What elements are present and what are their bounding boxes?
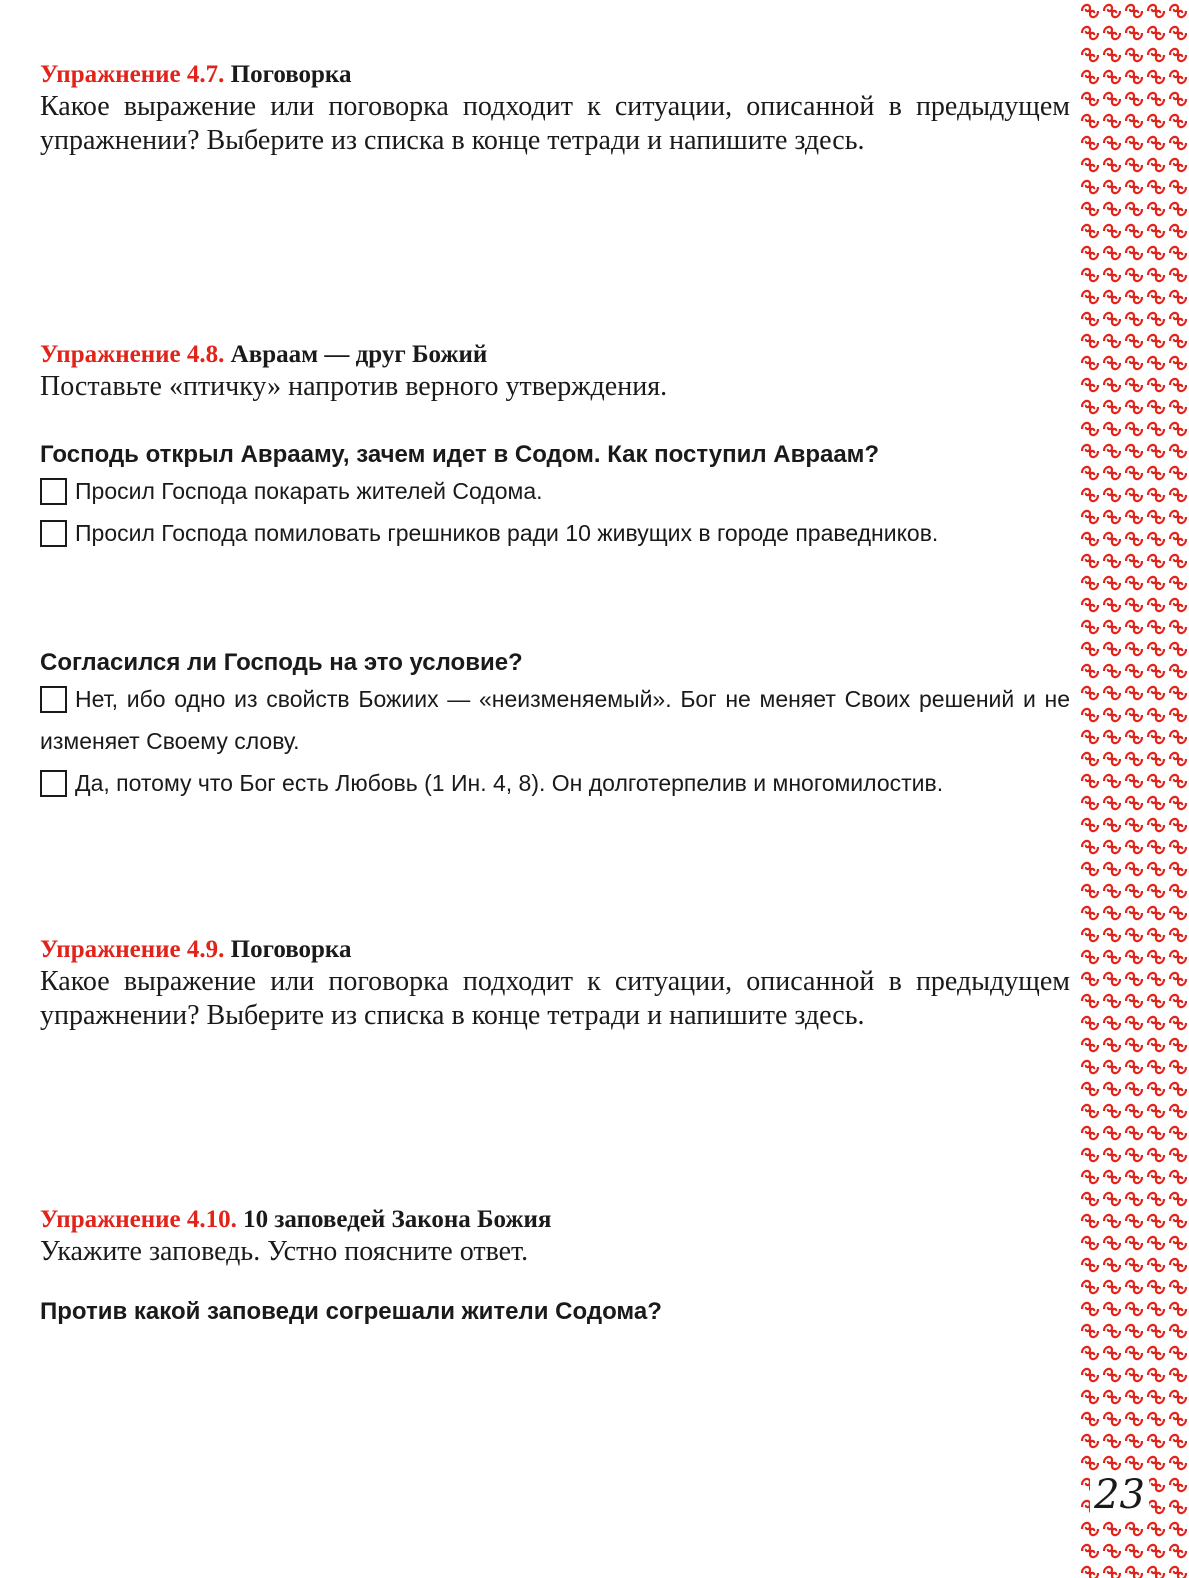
option-text: Нет, ибо одно из свойств Божиих — «неизменяемый». Бог не меняет Своих решений и не изменяет Своему слову. (40, 686, 1070, 754)
exercise-name: Поговорка (230, 936, 352, 963)
exercise-name: Авраам — друг Божий (230, 341, 488, 368)
exercise-4-8 (40, 340, 1070, 404)
answer-checkbox[interactable] (40, 478, 67, 505)
answer-option (40, 512, 1070, 554)
exercise-4-10 (40, 1205, 1070, 1269)
page-number: 23 (1090, 1472, 1149, 1518)
exercise-instructions: Какое выражение или поговорка подходит к ситуации, описанной в предыдущем упражнении? Выберите из списка в конце тетради и напишите здесь. (40, 966, 1070, 1031)
option-text: Просил Господа помиловать грешников ради 10 живущих в городе праведников. (75, 520, 939, 546)
exercise-instructions: Поставьте «птичку» напротив верного утверждения. (40, 371, 668, 402)
exercise-title (40, 935, 1070, 965)
question-1 (40, 440, 1070, 554)
answer-option (40, 762, 1070, 804)
exercise-instructions: Укажите заповедь. Устно поясните ответ. (40, 1236, 529, 1267)
answer-option (40, 678, 1070, 762)
exercise-4-7 (40, 60, 1070, 158)
exercise-name: 10 заповедей Закона Божия (243, 1206, 552, 1233)
exercise-number: Упражнение 4.10. (40, 1206, 237, 1233)
exercise-title (40, 1205, 1070, 1235)
exercise-4-9 (40, 935, 1070, 1033)
ornament-border (1079, 0, 1189, 1578)
option-text: Да, потому что Бог есть Любовь (1 Ин. 4, 8). Он долготерпелив и многомилостив. (75, 770, 944, 796)
exercise-number: Упражнение 4.8. (40, 341, 225, 368)
question-2 (40, 648, 1070, 804)
exercise-title (40, 60, 1070, 90)
answer-checkbox[interactable] (40, 520, 67, 547)
answer-checkbox[interactable] (40, 686, 67, 713)
exercise-number: Упражнение 4.7. (40, 61, 225, 88)
question-title: Против какой заповеди согрешали жители Содома? (40, 1298, 662, 1325)
question-3 (40, 1297, 1070, 1327)
exercise-title (40, 340, 1070, 370)
question-title: Господь открыл Аврааму, зачем идет в Содом. Как поступил Авраам? (40, 441, 880, 468)
answer-checkbox[interactable] (40, 770, 67, 797)
question-title: Согласился ли Господь на это условие? (40, 649, 523, 676)
exercise-instructions: Какое выражение или поговорка подходит к ситуации, описанной в предыдущем упражнении? Выберите из списка в конце тетради и напишите здесь. (40, 91, 1070, 156)
ornament-pattern-icon (1079, 0, 1189, 1578)
exercise-number: Упражнение 4.9. (40, 936, 225, 963)
answer-option (40, 470, 1070, 512)
option-text: Просил Господа покарать жителей Содома. (75, 478, 543, 504)
exercise-name: Поговорка (230, 61, 352, 88)
